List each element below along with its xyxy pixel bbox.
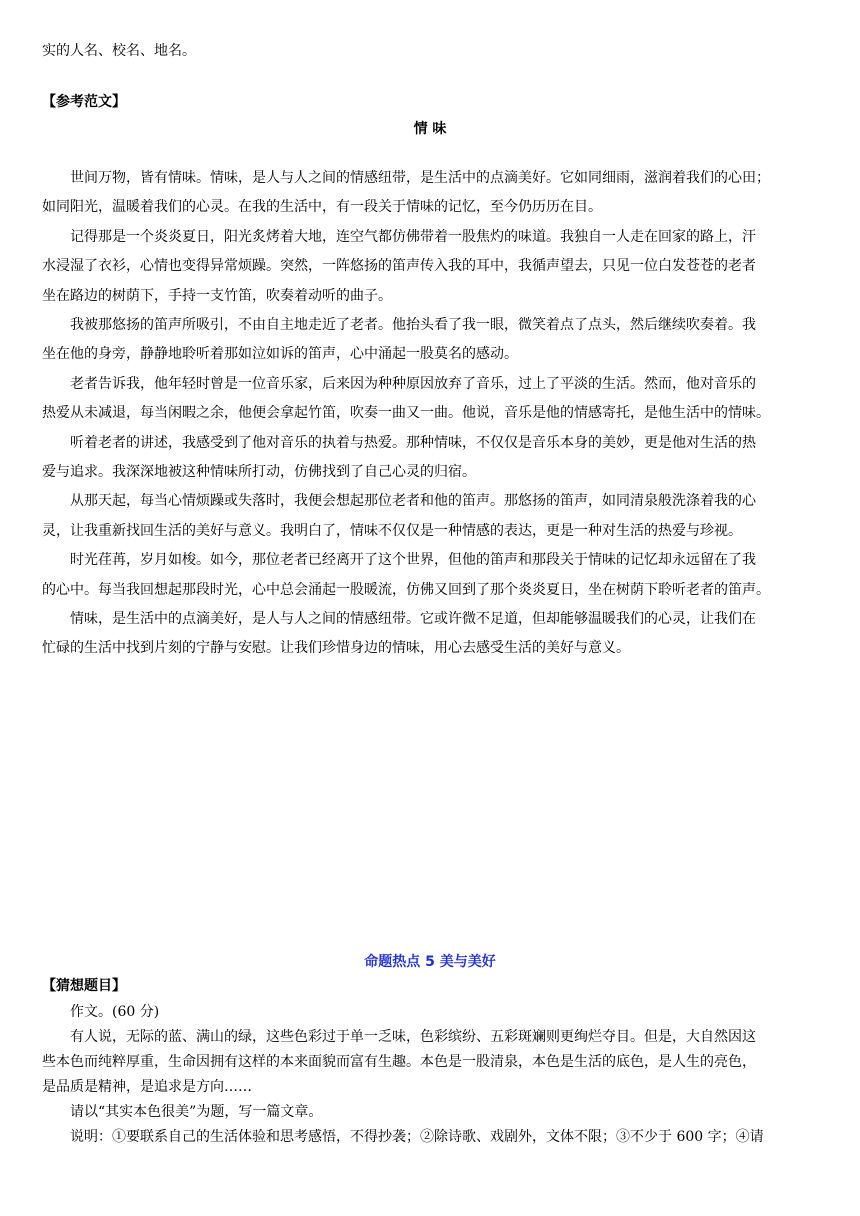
top-fragment-text: 实的人名、校名、地名。: [42, 43, 196, 59]
reference-heading: 【参考范文】: [42, 94, 126, 110]
essay-line: 从那天起，每当心情烦躁或失落时，我便会想起那位老者和他的笛声。那悠扬的笛声，如同清泉般洗涤着我的心: [70, 493, 756, 509]
essay-line: 如同阳光，温暖着我们的心灵。在我的生活中，有一段关于情味的记忆，至今仍历历在目。: [42, 199, 602, 215]
prompt-line: 有人说，无际的蓝、满山的绿，这些色彩过于单一乏味，色彩缤纷、五彩斑斓则更绚烂夺目。但是，大自然因这: [70, 1029, 756, 1045]
essay-line: 听着老者的讲述，我感受到了他对音乐的执着与热爱。那种情味，不仅仅是音乐本身的美妙，更是他对生活的热: [70, 435, 756, 451]
essay-line: 灵，让我重新找回生活的美好与意义。我明白了，情味不仅仅是一种情感的表达，更是一种对生活的热爱与珍视。: [42, 523, 742, 539]
essay-line: 忙碌的生活中找到片刻的宁静与安慰。让我们珍惜身边的情味，用心去感受生活的美好与意义。: [42, 640, 630, 656]
prompt-line: 说明：①要联系自己的生活体验和思考感悟，不得抄袭；②除诗歌、戏剧外，文体不限；③不少于 600 字；④请: [70, 1129, 764, 1145]
essay-line: 水浸湿了衣衫，心情也变得异常烦躁。突然，一阵悠扬的笛声传入我的耳中，我循声望去，只见一位白发苍苍的老者: [42, 258, 756, 274]
essay-line: 老者告诉我，他年轻时曾是一位音乐家，后来因为种种原因放弃了音乐，过上了平淡的生活。然而，他对音乐的: [70, 376, 756, 392]
prompt-line: 请以“其实本色很美”为题，写一篇文章。: [70, 1104, 323, 1120]
essay-line: 记得那是一个炎炎夏日，阳光炙烤着大地，连空气都仿佛带着一股焦灼的味道。我独自一人走在回家的路上，汗: [70, 229, 756, 245]
essay-line: 热爱从未减退，每当闲暇之余，他便会拿起竹笛，吹奏一曲又一曲。他说，音乐是他的情感寄托，是他生活中的情味。: [42, 405, 770, 421]
section-heading: 命题热点 5 美与美好: [364, 954, 496, 970]
essay-line: 我被那悠扬的笛声所吸引，不由自主地走近了老者。他抬头看了我一眼，微笑着点了点头，然后继续吹奏着。我: [70, 317, 756, 333]
essay-line: 的心中。每当我回想起那段时光，心中总会涌起一股暖流，仿佛又回到了那个炎炎夏日，坐在树荫下聆听老者的笛声。: [42, 582, 770, 598]
essay-line: 时光荏苒，岁月如梭。如今，那位老者已经离开了这个世界，但他的笛声和那段关于情味的记忆却永远留在了我: [70, 552, 756, 568]
prompt-line: 些本色而纯粹厚重，生命因拥有这样的本来面貌而富有生趣。本色是一股清泉，本色是生活的底色，是人生的亮色，: [42, 1054, 756, 1070]
essay-line: 坐在他的身旁，静静地聆听着那如泣如诉的笛声，心中涌起一股莫名的感动。: [42, 346, 518, 362]
essay-line: 世间万物，皆有情味。情味，是人与人之间的情感纽带，是生活中的点滴美好。它如同细雨，滋润着我们的心田；: [70, 170, 770, 186]
essay-line: 坐在路边的树荫下，手持一支竹笛，吹奏着动听的曲子。: [42, 288, 392, 304]
prompt-line: 作文。(60 分): [70, 1004, 160, 1020]
essay-line: 情味，是生活中的点滴美好，是人与人之间的情感纽带。它或许微不足道，但却能够温暖我们的心灵，让我们在: [70, 611, 756, 627]
essay-title: 情 味: [413, 121, 447, 137]
guess-heading: 【猜想题目】: [42, 978, 126, 994]
essay-line: 爱与追求。我深深地被这种情味所打动，仿佛找到了自己心灵的归宿。: [42, 464, 476, 480]
prompt-line: 是品质是精神，是追求是方向……: [42, 1079, 252, 1095]
